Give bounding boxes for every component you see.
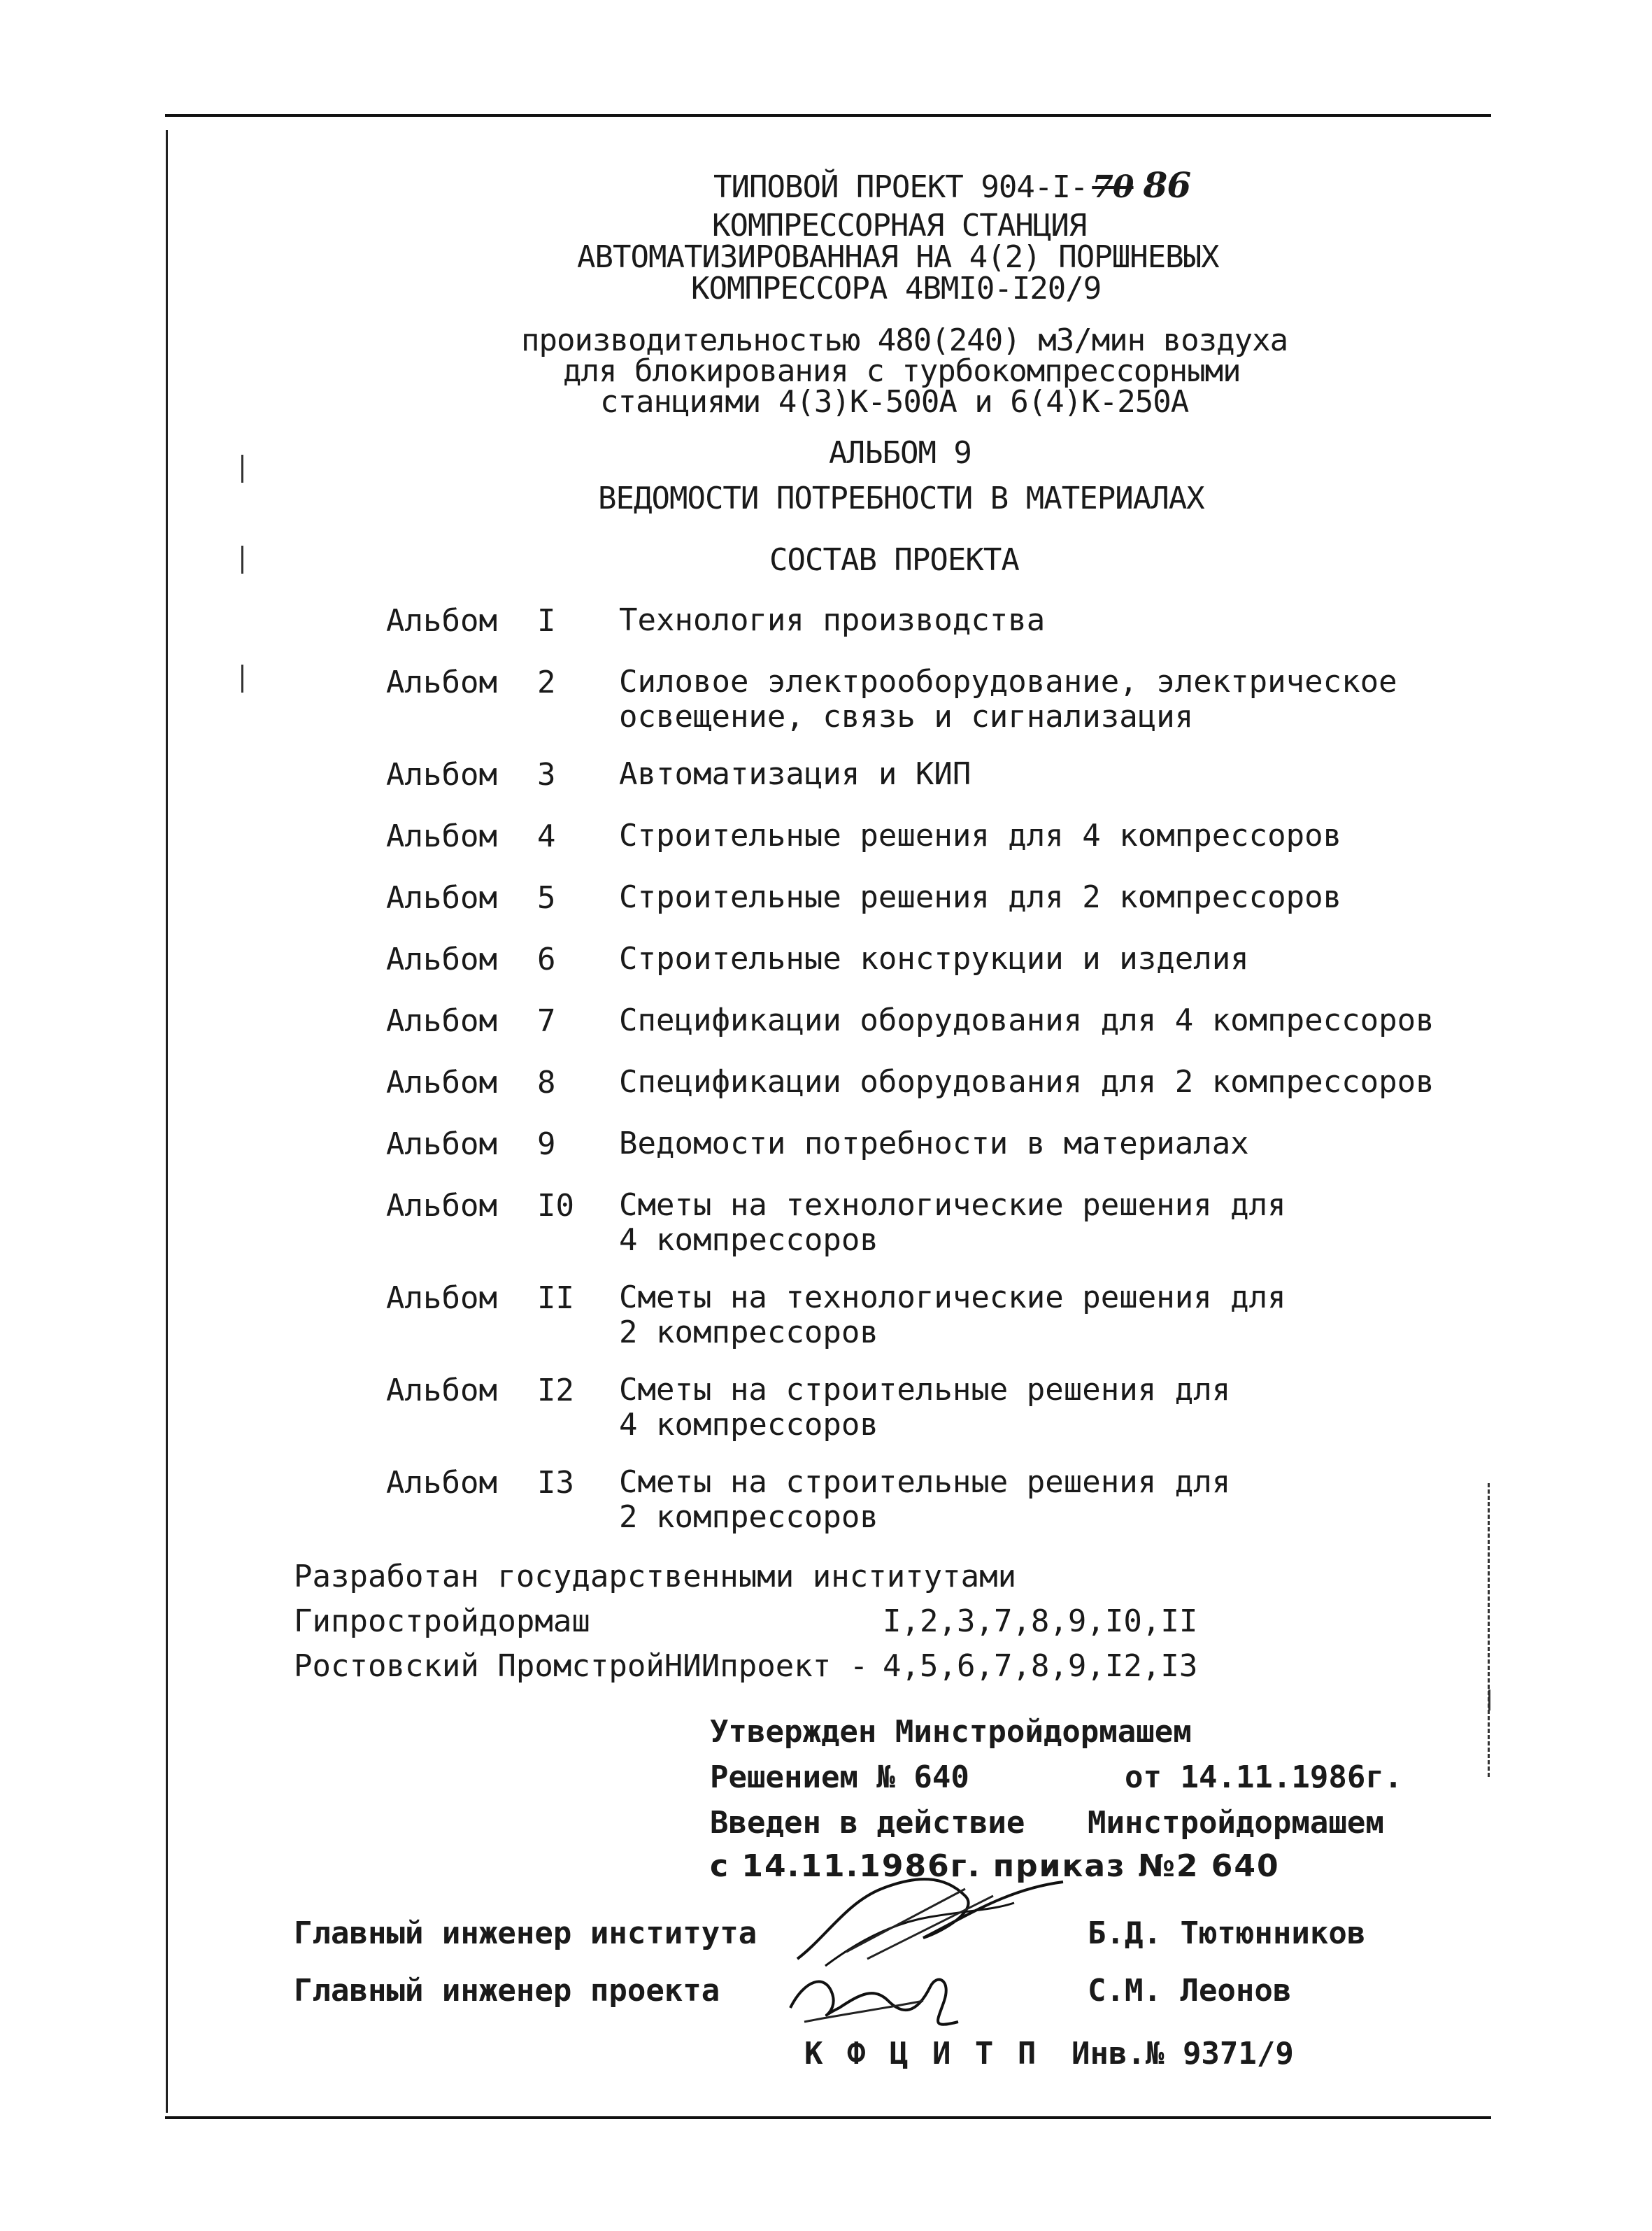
project-number xyxy=(713,164,1190,206)
decision-number: Решением № 640 xyxy=(710,1759,969,1795)
album-description-line: освещение, связь и сигнализация xyxy=(619,699,1194,735)
album-description-line: Спецификации оборудования для 4 компрессоров xyxy=(619,1003,1434,1038)
album-number: 4 xyxy=(537,819,556,854)
title-line-3: КОМПРЕССОРА 4ВМI0-I20/9 xyxy=(691,271,1102,306)
album-label: Альбом xyxy=(386,1465,497,1501)
signature-role: Главный инженер проекта xyxy=(294,1973,720,2009)
album-description xyxy=(619,603,1045,638)
project-number-prefix: ТИПОВОЙ ПРОЕКТ 904-I- xyxy=(713,169,1088,205)
introduced-by: Минстройдормашем xyxy=(1088,1805,1384,1841)
composition-title: СОСТАВ ПРОЕКТА xyxy=(769,542,1019,578)
album-description-line: Сметы на строительные решения для xyxy=(619,1464,1231,1500)
signature-name: Б.Д. Тютюнников xyxy=(1088,1915,1366,1951)
organization-code: К Ф Ц И Т П xyxy=(804,2036,1039,2071)
inventory-number: Инв.№ 9371/9 xyxy=(1071,2036,1294,2071)
album-label: Альбом xyxy=(386,1280,497,1316)
top-border-line xyxy=(165,114,1491,117)
project-number-struck: 70 xyxy=(1092,169,1134,205)
signature-name: С.М. Леонов xyxy=(1088,1973,1292,2009)
album-description xyxy=(619,1003,1434,1038)
album-description-line: Строительные решения для 4 компрессоров xyxy=(619,818,1342,854)
album-number: 7 xyxy=(537,1003,556,1039)
album-description-line: Ведомости потребности в материалах xyxy=(619,1126,1249,1161)
album-number: 2 xyxy=(537,665,556,700)
album-description xyxy=(619,1465,1230,1535)
album-number: 6 xyxy=(537,942,556,977)
album-description xyxy=(619,1126,1249,1161)
right-border-line xyxy=(1488,1483,1490,1777)
album-description xyxy=(619,1373,1230,1443)
decision-date: от 14.11.1986г. xyxy=(1125,1759,1403,1795)
album-label: Альбом xyxy=(386,1373,497,1408)
developers-heading: Разработан государственными институтами xyxy=(294,1559,1017,1594)
margin-tick xyxy=(1488,1690,1490,1711)
album-label: Альбом xyxy=(386,1065,497,1100)
album-description-line: Сметы на строительные решения для xyxy=(619,1372,1231,1408)
album-description xyxy=(619,757,971,792)
album-description-line: 4 компрессоров xyxy=(619,1407,878,1443)
developer-albums: I,2,3,7,8,9,I0,II xyxy=(883,1603,1198,1639)
album-description xyxy=(619,880,1341,915)
album-label: Альбом xyxy=(386,1126,497,1162)
album-label: Альбом xyxy=(386,757,497,793)
album-description-line: Сметы на технологические решения для xyxy=(619,1187,1286,1223)
album-label: Альбом xyxy=(386,819,497,854)
album-number: I xyxy=(537,603,556,639)
album-description xyxy=(619,1065,1434,1100)
developer-name: Гипростройдормаш xyxy=(294,1603,590,1639)
album-number: I3 xyxy=(537,1465,574,1501)
album-description-line: Сметы на технологические решения для xyxy=(619,1280,1286,1315)
introduced-label: Введен в действие xyxy=(710,1805,1025,1841)
album-number: I0 xyxy=(537,1188,574,1224)
album-label: Альбом xyxy=(386,942,497,977)
album-description xyxy=(619,942,1249,977)
album-number: II xyxy=(537,1280,574,1316)
approved-by: Утвержден Минстройдормашем xyxy=(710,1714,1192,1750)
description-line-3: станциями 4(3)К-500А и 6(4)К-250А xyxy=(600,384,1189,420)
album-description xyxy=(619,1188,1286,1258)
signature-scribble xyxy=(783,1959,993,2036)
album-description xyxy=(619,1280,1286,1350)
album-description-line: Силовое электрооборудование, электрическое xyxy=(619,664,1397,700)
album-description-line: Автоматизация и КИП xyxy=(619,756,971,792)
margin-tick xyxy=(241,665,243,693)
album-label: Альбом xyxy=(386,1188,497,1224)
description-line-2: для блокирования с турбокомпрессорными xyxy=(563,353,1241,389)
signature-role: Главный инженер института xyxy=(294,1915,757,1951)
title-line-2: АВТОМАТИЗИРОВАННАЯ НА 4(2) ПОРШНЕВЫХ xyxy=(577,239,1219,275)
album-description xyxy=(619,819,1341,854)
album-number: 5 xyxy=(537,880,556,916)
left-border-line xyxy=(166,130,168,2113)
album-description xyxy=(619,665,1397,735)
album-number: 9 xyxy=(537,1126,556,1162)
album-title: ВЕДОМОСТИ ПОТРЕБНОСТИ В МАТЕРИАЛАХ xyxy=(598,481,1204,516)
album-number: 8 xyxy=(537,1065,556,1100)
album-number: АЛЬБОМ 9 xyxy=(829,435,971,471)
album-description-line: 2 компрессоров xyxy=(619,1315,878,1350)
album-description-line: Технология производства xyxy=(619,602,1046,638)
album-description-line: Спецификации оборудования для 2 компрессоров xyxy=(619,1064,1434,1100)
album-number: 3 xyxy=(537,757,556,793)
project-number-handwritten: 86 xyxy=(1143,164,1191,206)
album-label: Альбом xyxy=(386,603,497,639)
developer-name: Ростовский ПромстройНИИпроект - xyxy=(294,1648,869,1684)
album-description-line: 2 компрессоров xyxy=(619,1499,878,1535)
album-label: Альбом xyxy=(386,880,497,916)
album-description-line: 4 компрессоров xyxy=(619,1222,878,1258)
description-line-1: производительностью 480(240) м3/мин воздуха xyxy=(521,323,1288,358)
album-description-line: Строительные конструкции и изделия xyxy=(619,941,1249,977)
since-date: с 14.11.1986г. приказ №2 640 xyxy=(710,1848,1280,1884)
album-number: I2 xyxy=(537,1373,574,1408)
bottom-border-line xyxy=(165,2116,1491,2119)
title-line-1: КОМПРЕССОРНАЯ СТАНЦИЯ xyxy=(712,208,1087,243)
album-label: Альбом xyxy=(386,1003,497,1039)
album-label: Альбом xyxy=(386,665,497,700)
margin-tick xyxy=(241,546,243,574)
developer-albums: 4,5,6,7,8,9,I2,I3 xyxy=(883,1648,1198,1684)
album-description-line: Строительные решения для 2 компрессоров xyxy=(619,879,1342,915)
margin-tick xyxy=(241,455,243,483)
